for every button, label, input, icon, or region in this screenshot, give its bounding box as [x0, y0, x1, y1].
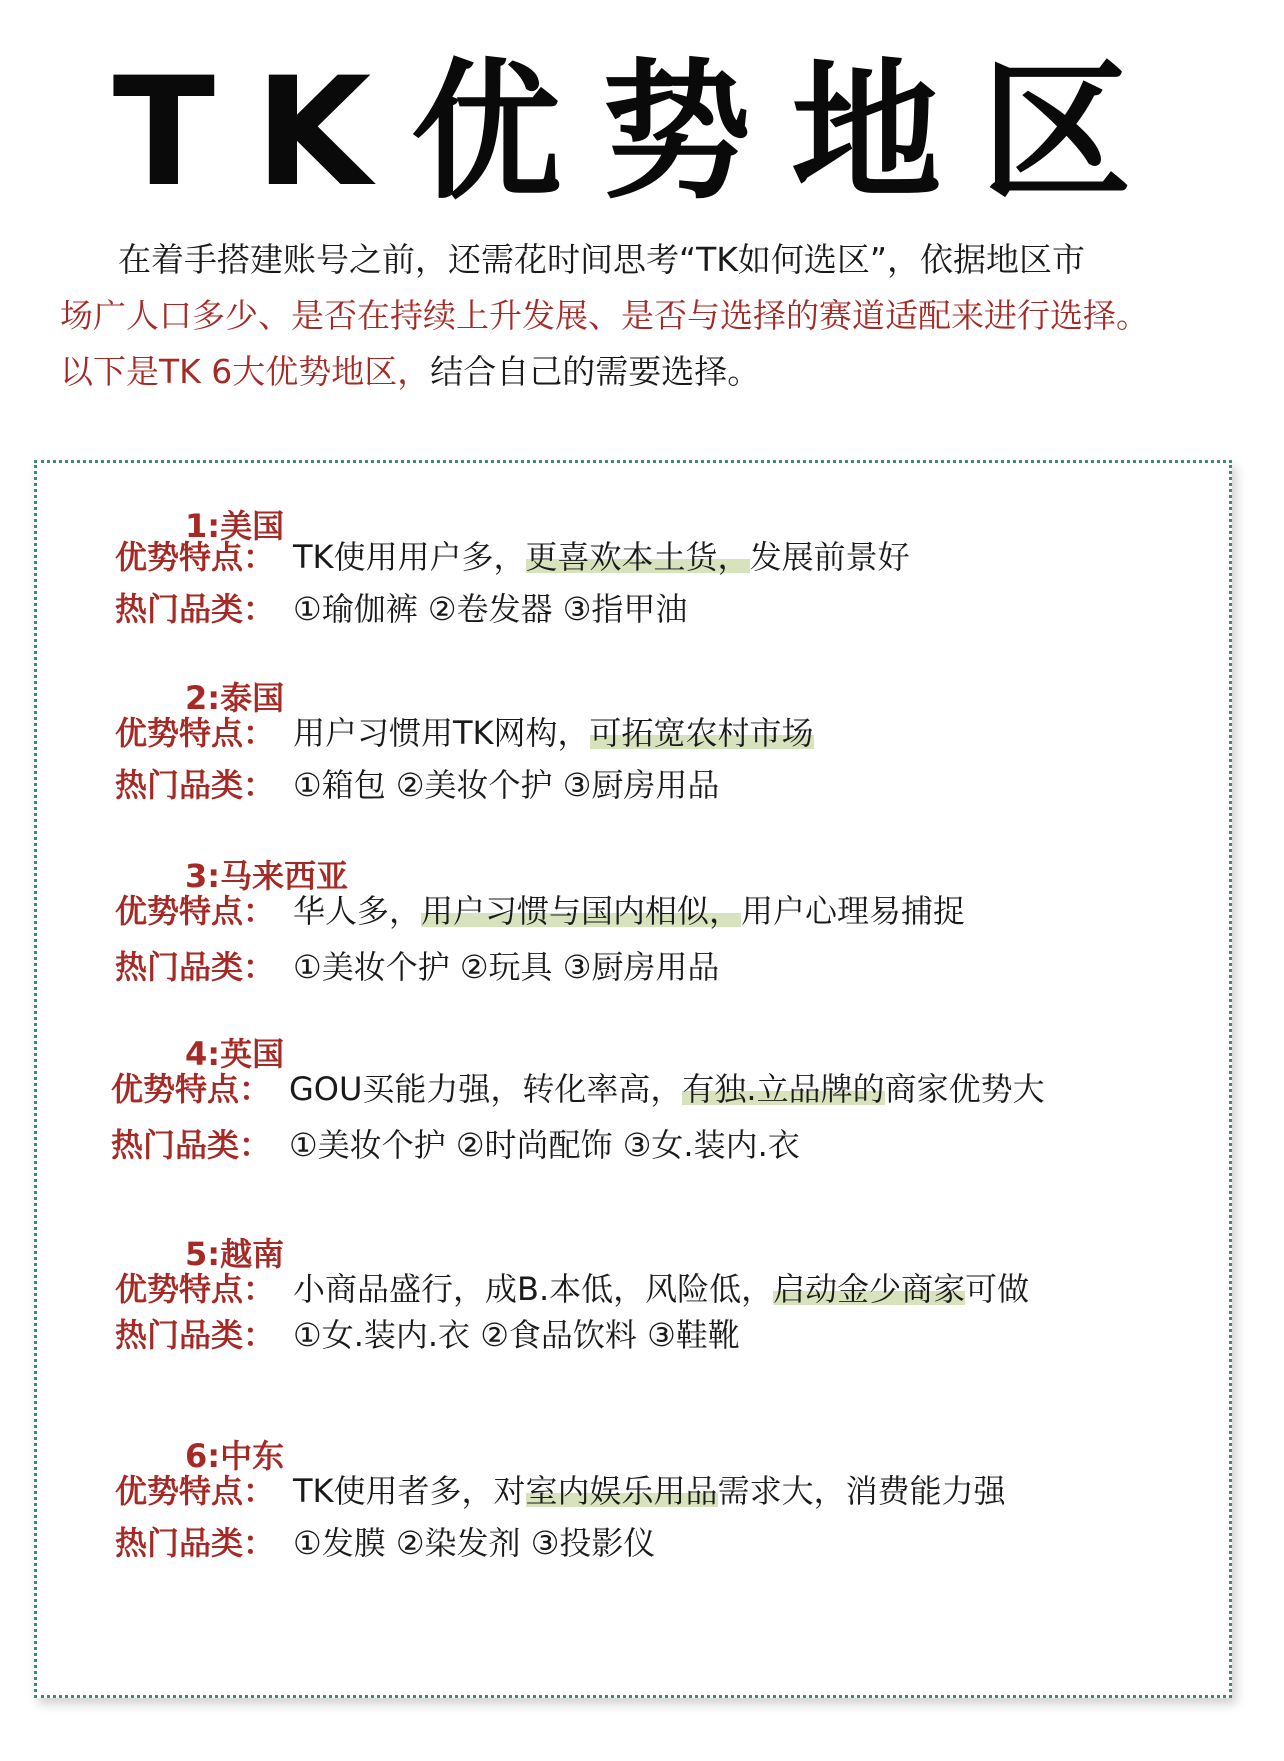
categories-text: ①女.装内.衣 ②食品饮料 ③鞋靴 [293, 1316, 740, 1354]
categories-label: 热门品类： [115, 1524, 276, 1562]
advantage-text-highlight: 有独.立品牌的 [682, 1070, 885, 1108]
advantage-row [115, 1469, 1006, 1513]
advantage-text-highlight: 启动金少商家 [773, 1270, 966, 1308]
categories-row [115, 763, 719, 807]
advantage-text-post: 可做 [965, 1270, 1030, 1308]
advantage-row [111, 1067, 1045, 1111]
intro-line-2: 场广人口多少、是否在持续上升发展、是否与选择的赛道适配来进行选择。 [60, 296, 1149, 335]
advantage-text-pre: GOU买能力强，转化率高， [289, 1070, 683, 1108]
advantage-label: 优势特点： [115, 1270, 276, 1308]
advantage-text-pre: 小商品盛行，成B.本低，风险低， [293, 1270, 774, 1308]
advantage-text-post: 商家优势大 [884, 1070, 1045, 1108]
advantage-text-pre: TK使用用户多， [293, 538, 526, 576]
page-title: TK优势地区 [112, 46, 1172, 220]
categories-row [111, 1123, 800, 1167]
categories-row [115, 587, 687, 631]
categories-text: ①瑜伽裤 ②卷发器 ③指甲油 [293, 590, 688, 628]
categories-label: 热门品类： [115, 766, 276, 804]
advantage-text-post: 发展前景好 [749, 538, 910, 576]
categories-label: 热门品类： [115, 948, 276, 986]
region-title: 1:美国 [185, 507, 285, 545]
advantage-label: 优势特点： [111, 1070, 272, 1108]
advantage-text-post: 用户心理易捕捉 [741, 892, 966, 930]
advantage-text-pre: 华人多， [293, 892, 422, 930]
intro-paragraph [60, 232, 1240, 400]
advantage-text-highlight: 更喜欢本土货， [525, 538, 750, 576]
advantage-text [293, 714, 814, 752]
intro-line-3-rest: 结合自己的需要选择。 [430, 352, 761, 391]
advantage-row [115, 711, 814, 755]
categories-text: ①发膜 ②染发剂 ③投影仪 [293, 1524, 656, 1562]
advantage-text-pre: TK使用者多，对 [293, 1472, 526, 1510]
intro-line-1: 在着手搭建账号之前，还需花时间思考“TK如何选区”，依据地区市 [118, 240, 1085, 279]
advantage-text-highlight: 室内娱乐用品 [525, 1472, 718, 1510]
advantage-row [115, 1267, 1029, 1311]
advantage-label: 优势特点： [115, 892, 276, 930]
categories-label: 热门品类： [115, 590, 276, 628]
regions-panel [34, 460, 1232, 1698]
region-title: 5:越南 [185, 1235, 285, 1273]
advantage-label: 优势特点： [115, 1472, 276, 1510]
region-title: 3:马来西亚 [185, 857, 349, 895]
advantage-text [289, 1070, 1045, 1108]
advantage-text [293, 1472, 1006, 1510]
categories-text: ①箱包 ②美妆个护 ③厨房用品 [293, 766, 720, 804]
region-title: 2:泰国 [185, 679, 285, 717]
categories-row [115, 945, 719, 989]
categories-label: 热门品类： [115, 1316, 276, 1354]
region-title: 4:英国 [185, 1035, 285, 1073]
categories-row [115, 1313, 740, 1357]
categories-row [115, 1521, 655, 1565]
categories-text: ①美妆个护 ②时尚配饰 ③女.装内.衣 [289, 1126, 800, 1164]
advantage-text [293, 892, 965, 930]
advantage-label: 优势特点： [115, 714, 276, 752]
advantage-text-highlight: 用户习惯与国内相似， [421, 892, 742, 930]
advantage-text [293, 538, 910, 576]
region-title: 6:中东 [185, 1437, 285, 1475]
categories-label: 热门品类： [111, 1126, 272, 1164]
advantage-row [115, 535, 910, 579]
advantage-label: 优势特点： [115, 538, 276, 576]
advantage-text-highlight: 可拓宽农村市场 [589, 714, 814, 752]
intro-line-3 [60, 344, 1240, 400]
advantage-row [115, 889, 965, 933]
advantage-text-pre: 用户习惯用TK网构， [293, 714, 590, 752]
categories-text: ①美妆个护 ②玩具 ③厨房用品 [293, 948, 720, 986]
intro-line-3-highlight: 以下是TK 6大优势地区， [60, 352, 431, 391]
advantage-text-post: 需求大，消费能力强 [717, 1472, 1006, 1510]
advantage-text [293, 1270, 1029, 1308]
